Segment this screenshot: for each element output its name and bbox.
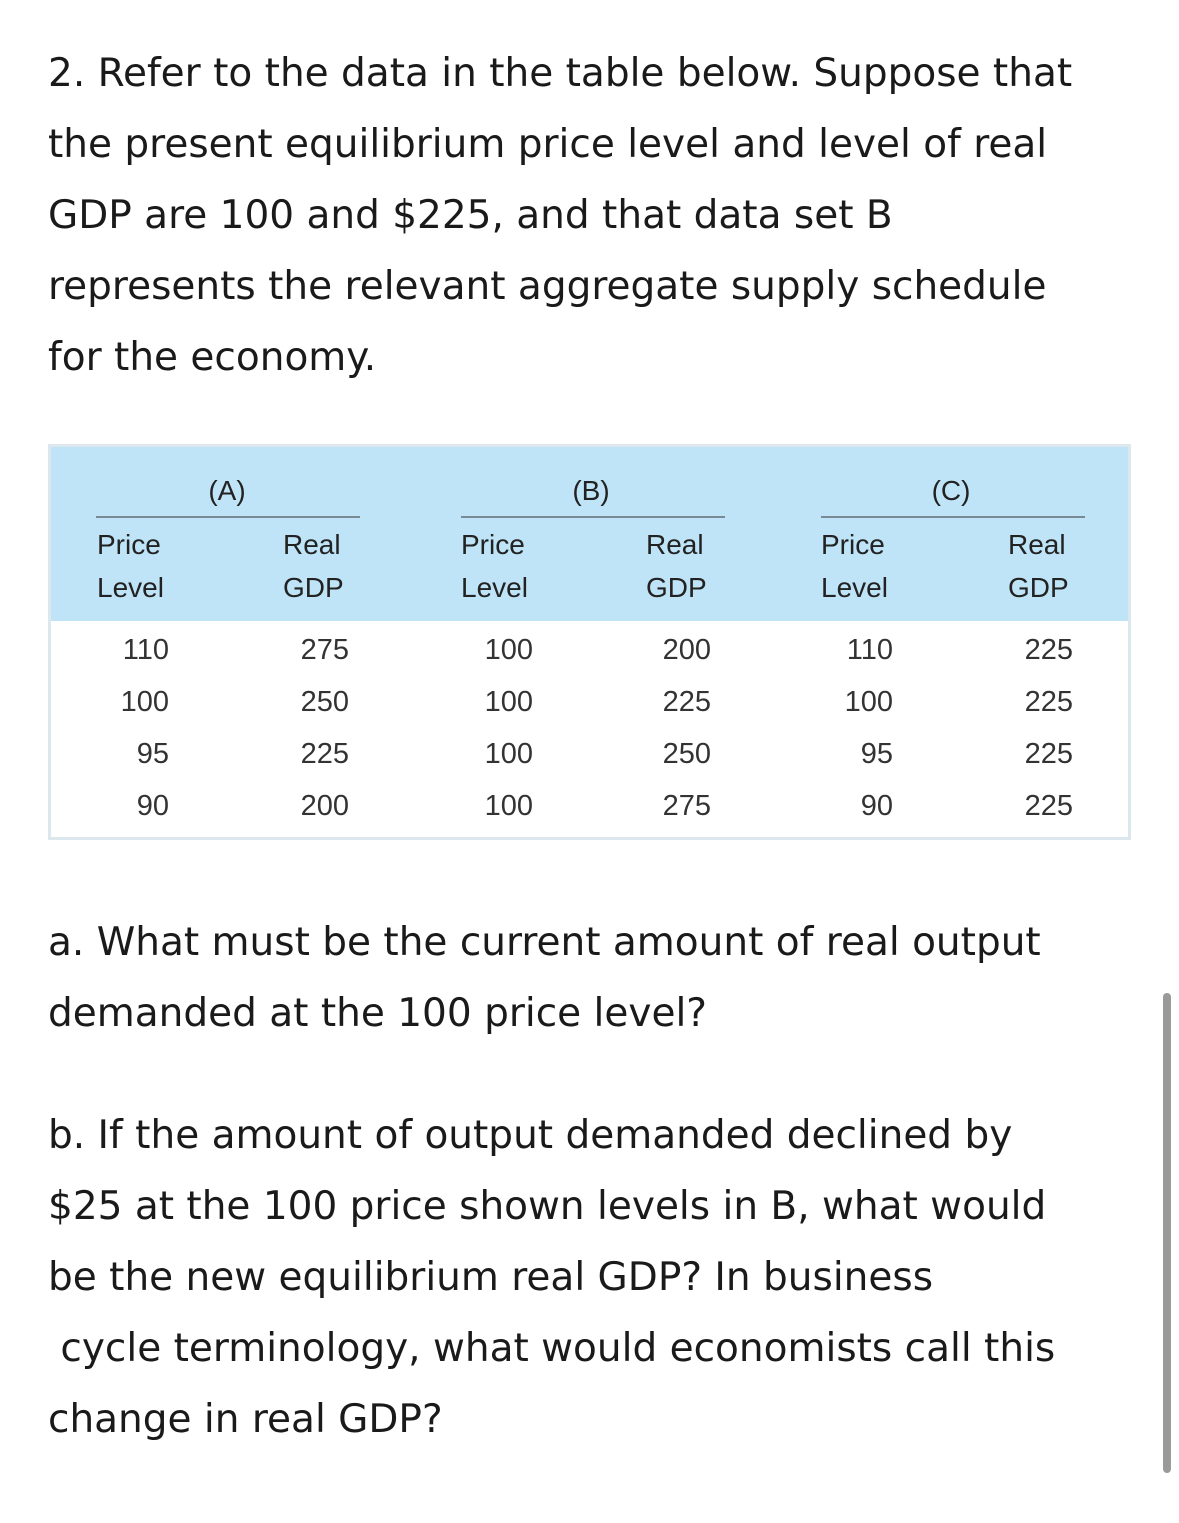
table-cell: 100 xyxy=(844,686,893,718)
group-rule-c xyxy=(821,516,1085,518)
question-intro xyxy=(48,38,1072,393)
question-a-line: demanded at the 100 price level? xyxy=(48,991,707,1036)
table-cell: 100 xyxy=(484,634,533,666)
table-cell: 225 xyxy=(1024,686,1073,718)
question-b-line: be the new equilibrium real GDP? In business xyxy=(48,1255,934,1300)
group-rule-b xyxy=(461,516,725,518)
table-cell: 100 xyxy=(120,686,169,718)
col-header-real-gdp-a: Real GDP xyxy=(283,529,344,603)
col-header-price-level-c: Price Level xyxy=(821,529,888,603)
table-cell: 95 xyxy=(860,738,893,770)
table-cell: 225 xyxy=(300,738,349,770)
table-cell: 110 xyxy=(846,634,893,666)
col-header-real-gdp-c: Real GDP xyxy=(1008,529,1069,603)
intro-line: the present equilibrium price level and level of real xyxy=(48,122,1048,167)
group-label-b: (B) xyxy=(572,475,610,506)
table-cell: 95 xyxy=(136,738,169,770)
col-header-real-gdp-b: Real GDP xyxy=(646,529,707,603)
group-label-c: (C) xyxy=(931,475,971,506)
table-cell: 90 xyxy=(136,790,169,822)
table-header xyxy=(51,447,1128,621)
intro-line: GDP are 100 and $225, and that data set B xyxy=(48,193,893,238)
table-cell: 225 xyxy=(1024,738,1073,770)
table-cell: 90 xyxy=(860,790,893,822)
table-cell: 275 xyxy=(662,790,711,822)
intro-line: for the economy. xyxy=(48,335,377,380)
question-b-line: b. If the amount of output demanded declined by xyxy=(48,1113,1013,1158)
scrollbar[interactable] xyxy=(1163,993,1171,1473)
table-cell: 225 xyxy=(662,686,711,718)
table-cell: 200 xyxy=(662,634,711,666)
col-header-price-level-a: Price Level xyxy=(97,529,164,603)
col-header-price-level-b: Price Level xyxy=(461,529,528,603)
question-b xyxy=(48,1100,1055,1455)
table-cell: 225 xyxy=(1024,790,1073,822)
table-cell: 110 xyxy=(122,634,169,666)
table-cell: 250 xyxy=(300,686,349,718)
aggregate-supply-table xyxy=(48,444,1131,840)
intro-line: 2. Refer to the data in the table below. Suppose that xyxy=(48,51,1073,96)
intro-line: represents the relevant aggregate supply schedule xyxy=(48,264,1047,309)
question-a xyxy=(48,907,1041,1049)
table-cell: 225 xyxy=(1024,634,1073,666)
table-cell: 250 xyxy=(662,738,711,770)
question-a-line: a. What must be the current amount of real output xyxy=(48,920,1041,965)
group-rule-a xyxy=(96,516,360,518)
question-b-line: $25 at the 100 price shown levels in B, what would xyxy=(48,1184,1047,1229)
table-cell: 100 xyxy=(484,738,533,770)
table-cell: 200 xyxy=(300,790,349,822)
table-cell: 100 xyxy=(484,790,533,822)
table-cell: 275 xyxy=(300,634,349,666)
question-b-line: cycle terminology, what would economists call this xyxy=(48,1326,1056,1371)
group-label-a: (A) xyxy=(208,475,246,506)
question-b-line: change in real GDP? xyxy=(48,1397,443,1442)
table-cell: 100 xyxy=(484,686,533,718)
